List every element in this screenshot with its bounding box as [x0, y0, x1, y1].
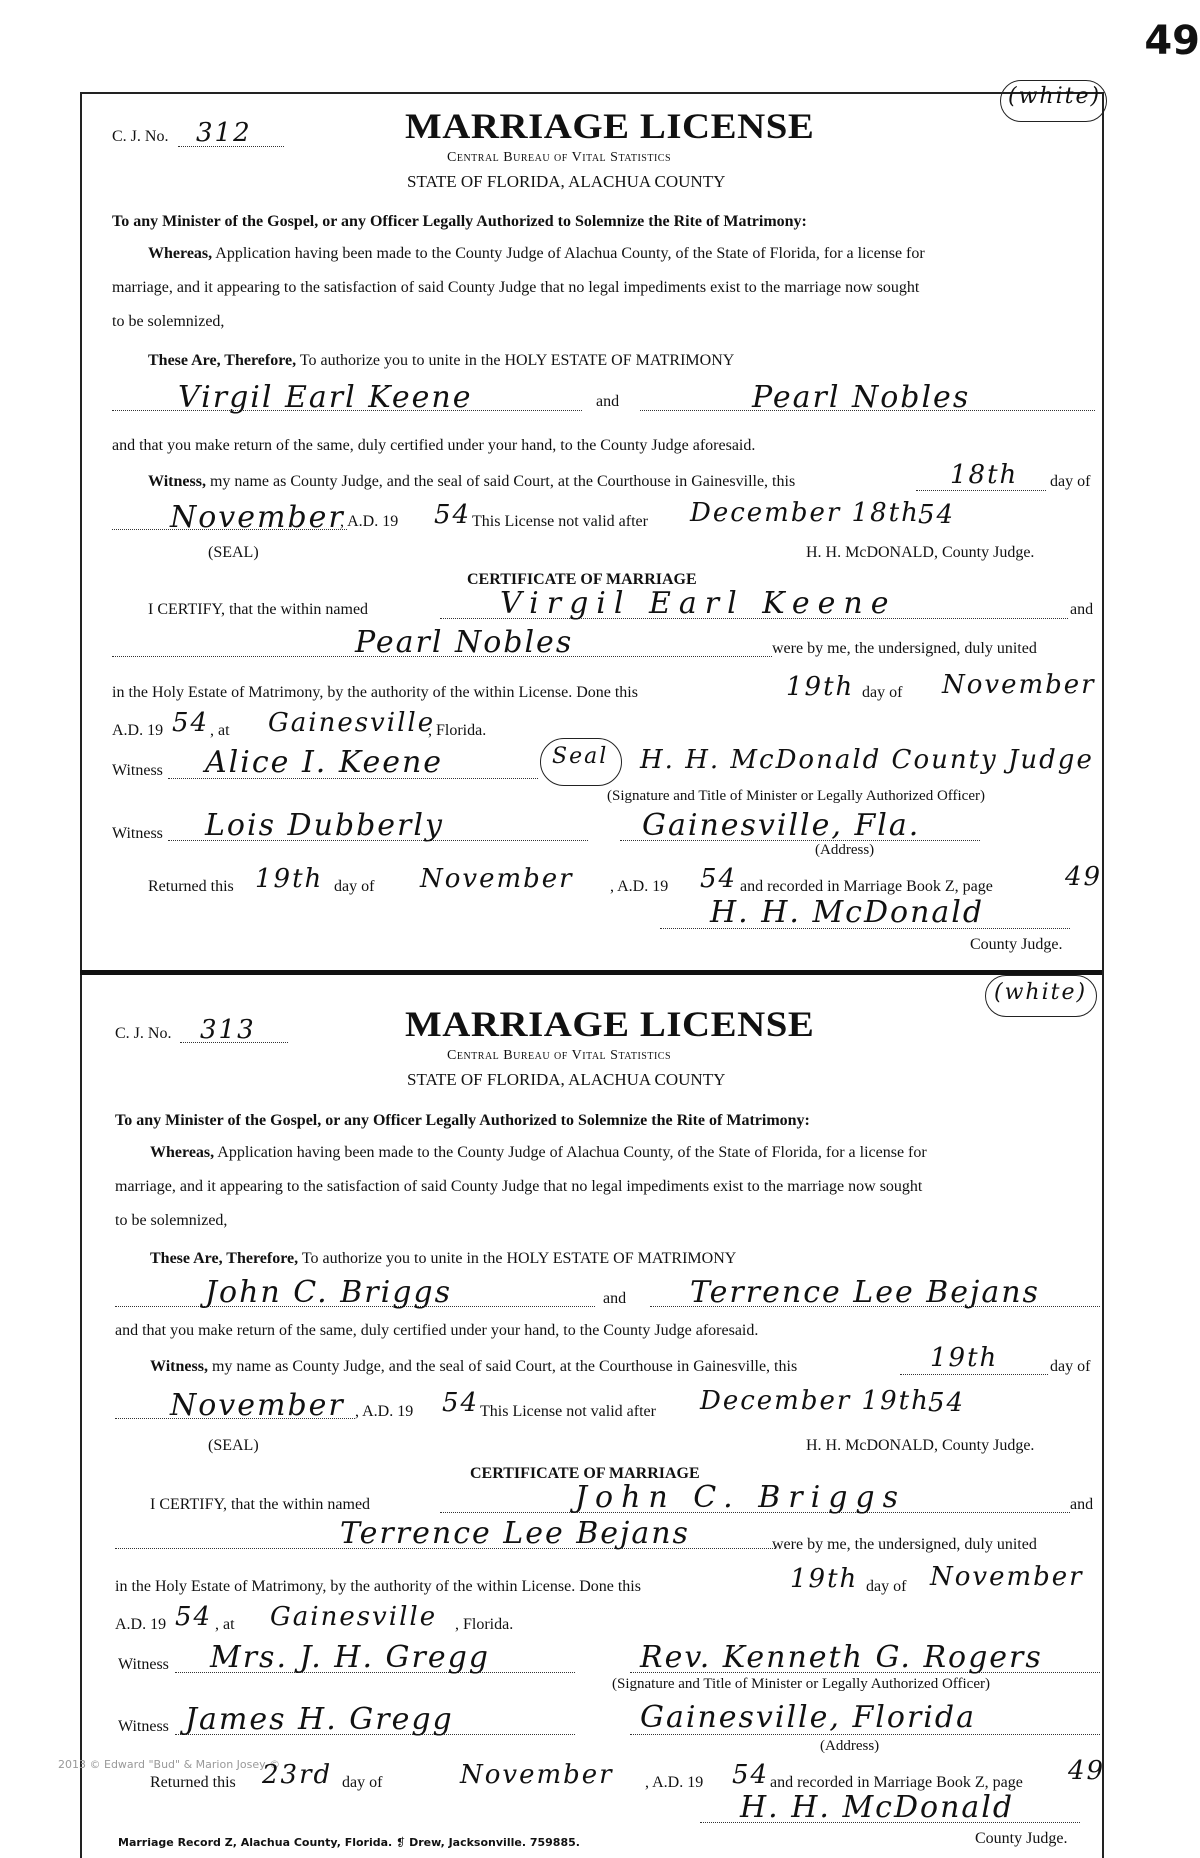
officiant-signature: H. H. McDonald County Judge — [640, 745, 1094, 775]
witness1-label: Witness — [112, 762, 163, 779]
expiry-date: December 18th — [690, 498, 920, 528]
groom-name: Virgil Earl Keene — [178, 380, 473, 415]
whereas-line-1: Whereas, Application having been made to the County Judge of Alachua County, of the State of Florida, for a license for — [148, 245, 925, 262]
judge-label: H. H. McDONALD, County Judge. — [806, 544, 1035, 561]
holy-estate-label: in the Holy Estate of Matrimony, by the authority of the within License. Done this — [112, 684, 638, 701]
expiry-date: December 19th — [700, 1386, 930, 1416]
returned-day-of: day of — [342, 1774, 383, 1791]
florida-label: , Florida. — [428, 722, 487, 739]
done-year: 54 — [172, 708, 210, 738]
cj-number: 313 — [200, 1015, 256, 1045]
certify-label: I CERTIFY, that the within named — [148, 601, 369, 618]
return-text: and that you make return of the same, duly certified under your hand, to the County Judge aforesaid. — [115, 1322, 759, 1339]
county-judge-label: County Judge. — [970, 936, 1063, 953]
returned-day: 23rd — [262, 1760, 333, 1790]
and-label: and — [596, 393, 620, 410]
whereas-line-2: marriage, and it appearing to the satisfaction of said County Judge that no legal impediments exist to the marriage now sought — [115, 1178, 923, 1195]
witness1-name: Alice I. Keene — [205, 745, 444, 780]
florida-label: , Florida. — [455, 1616, 514, 1633]
license-separator — [80, 970, 1102, 975]
witness2-name: Lois Dubberly — [205, 808, 444, 843]
ad-label: , A.D. 19 — [340, 513, 399, 530]
ad2-label: A.D. 19 — [112, 722, 164, 739]
cj-label: C. J. No. — [112, 128, 169, 145]
done-day: 19th — [790, 1564, 859, 1594]
cert-and: and — [1070, 1496, 1094, 1513]
officiant-signature: Rev. Kenneth G. Rogers — [640, 1640, 1043, 1675]
seal-label: (SEAL) — [208, 1437, 259, 1454]
bride-name: Terrence Lee Bejans — [690, 1275, 1040, 1310]
address-caption: (Address) — [815, 842, 875, 858]
and-label: and — [603, 1290, 627, 1307]
holy-estate-label: in the Holy Estate of Matrimony, by the authority of the within License. Done this — [115, 1578, 641, 1595]
book-page: 49 — [1065, 862, 1103, 892]
recorded-label: and recorded in Marriage Book Z, page — [770, 1774, 1023, 1791]
license-title: MARRIAGE LICENSE — [405, 106, 815, 146]
race-note: (white) — [1008, 84, 1102, 109]
license-title: MARRIAGE LICENSE — [405, 1004, 815, 1044]
judge-signature: H. H. McDonald — [710, 895, 985, 930]
judge-signature: H. H. McDonald — [740, 1790, 1015, 1825]
issue-year: 54 — [442, 1388, 480, 1418]
returned-year: 54 — [700, 864, 738, 894]
witness2-name: James H. Gregg — [185, 1702, 454, 1737]
not-valid-label: This License not valid after — [472, 513, 648, 530]
returned-day-of: day of — [334, 878, 375, 895]
seal-mark-text: Seal — [552, 744, 609, 769]
cj-number: 312 — [196, 118, 252, 148]
not-valid-label: This License not valid after — [480, 1403, 656, 1420]
salutation: To any Minister of the Gospel, or any Officer Legally Authorized to Solemnize the Rite of Matrimony: — [112, 213, 807, 230]
certify-label: I CERTIFY, that the within named — [150, 1496, 371, 1513]
certificate-title: CERTIFICATE OF MARRIAGE — [467, 571, 697, 588]
returned-month: November — [460, 1760, 614, 1790]
recorded-label: and recorded in Marriage Book Z, page — [740, 878, 993, 895]
day-of-label: day of — [1050, 1358, 1091, 1375]
witness2-label: Witness — [118, 1718, 169, 1735]
cert-bride: Terrence Lee Bejans — [340, 1516, 690, 1551]
done-month: November — [942, 670, 1096, 700]
return-text: and that you make return of the same, duly certified under your hand, to the County Judge aforesaid. — [112, 437, 756, 454]
issue-month: November — [170, 1388, 345, 1423]
returned-ad: , A.D. 19 — [645, 1774, 704, 1791]
day-of-label: day of — [1050, 473, 1091, 490]
expiry-year: 54 — [928, 1388, 966, 1418]
witness-text: Witness, my name as County Judge, and the seal of said Court, at the Courthouse in Gainesville, this — [148, 473, 796, 490]
witness-text: Witness, my name as County Judge, and the seal of said Court, at the Courthouse in Gainesville, this — [150, 1358, 798, 1375]
returned-month: November — [420, 864, 574, 894]
seal-label: (SEAL) — [208, 544, 259, 561]
cert-groom: John C. Briggs — [575, 1480, 907, 1515]
issue-month: November — [170, 500, 345, 535]
at-label: , at — [215, 1616, 235, 1633]
judge-label: H. H. McDONALD, County Judge. — [806, 1437, 1035, 1454]
issue-year: 54 — [434, 500, 472, 530]
bride-name: Pearl Nobles — [752, 380, 971, 415]
whereas-line-2: marriage, and it appearing to the satisfaction of said County Judge that no legal impediments exist to the marriage now sought — [112, 279, 920, 296]
officiant-address: Gainesville, Fla. — [642, 808, 921, 843]
done-year: 54 — [175, 1602, 213, 1632]
done-day-of: day of — [866, 1578, 907, 1595]
returned-day: 19th — [255, 864, 324, 894]
place: Gainesville — [268, 708, 436, 738]
at-label: , at — [210, 722, 230, 739]
salutation: To any Minister of the Gospel, or any Officer Legally Authorized to Solemnize the Rite of Matrimony: — [115, 1112, 810, 1129]
bureau-name: Central Bureau of Vital Statistics — [447, 1048, 672, 1063]
expiry-year: 54 — [918, 500, 956, 530]
race-note: (white) — [994, 980, 1088, 1005]
these-are-line: These Are, Therefore, To authorize you to unite in the HOLY ESTATE OF MATRIMONY — [150, 1250, 737, 1267]
united-label: were by me, the undersigned, duly united — [772, 1536, 1037, 1553]
groom-name: John C. Briggs — [205, 1275, 453, 1310]
county-judge-label: County Judge. — [975, 1830, 1068, 1847]
printer-footer: Marriage Record Z, Alachua County, Florida. ❡ Drew, Jacksonville. 759885. — [118, 1836, 580, 1849]
done-day: 19th — [786, 672, 855, 702]
witness1-name: Mrs. J. H. Gregg — [210, 1640, 490, 1675]
place: Gainesville — [270, 1602, 438, 1632]
done-month: November — [930, 1562, 1084, 1592]
returned-ad: , A.D. 19 — [610, 878, 669, 895]
cj-label: C. J. No. — [115, 1025, 172, 1042]
ad-label: , A.D. 19 — [355, 1403, 414, 1420]
certificate-title: CERTIFICATE OF MARRIAGE — [470, 1465, 700, 1482]
witness1-label: Witness — [118, 1656, 169, 1673]
these-are-line: These Are, Therefore, To authorize you to unite in the HOLY ESTATE OF MATRIMONY — [148, 352, 735, 369]
address-caption: (Address) — [820, 1738, 880, 1754]
book-page: 49 — [1068, 1756, 1106, 1786]
returned-label: Returned this — [148, 878, 234, 895]
officiant-address: Gainesville, Florida — [640, 1700, 976, 1735]
whereas-line-3: to be solemnized, — [115, 1212, 228, 1229]
whereas-line-1: Whereas, Application having been made to the County Judge of Alachua County, of the State of Florida, for a license for — [150, 1144, 927, 1161]
state-county: STATE OF FLORIDA, ALACHUA COUNTY — [407, 172, 726, 191]
ad2-label: A.D. 19 — [115, 1616, 167, 1633]
cert-groom: Virgil Earl Keene — [500, 586, 897, 621]
cert-bride: Pearl Nobles — [355, 625, 574, 660]
returned-year: 54 — [732, 1760, 770, 1790]
witness2-label: Witness — [112, 825, 163, 842]
united-label: were by me, the undersigned, duly united — [772, 640, 1037, 657]
done-day-of: day of — [862, 684, 903, 701]
returned-label: Returned this — [150, 1774, 236, 1791]
whereas-line-3: to be solemnized, — [112, 313, 225, 330]
issue-day: 18th — [950, 460, 1019, 490]
issue-day: 19th — [930, 1343, 999, 1373]
cert-and: and — [1070, 601, 1094, 618]
page-number: 49 — [1144, 18, 1200, 64]
state-county: STATE OF FLORIDA, ALACHUA COUNTY — [407, 1070, 726, 1089]
copyright-watermark: 2013 © Edward "Bud" & Marion Josey © — [58, 1758, 281, 1771]
bureau-name: Central Bureau of Vital Statistics — [447, 150, 672, 165]
signature-caption: (Signature and Title of Minister or Legally Authorized Officer) — [607, 788, 985, 804]
signature-caption: (Signature and Title of Minister or Legally Authorized Officer) — [612, 1676, 990, 1692]
